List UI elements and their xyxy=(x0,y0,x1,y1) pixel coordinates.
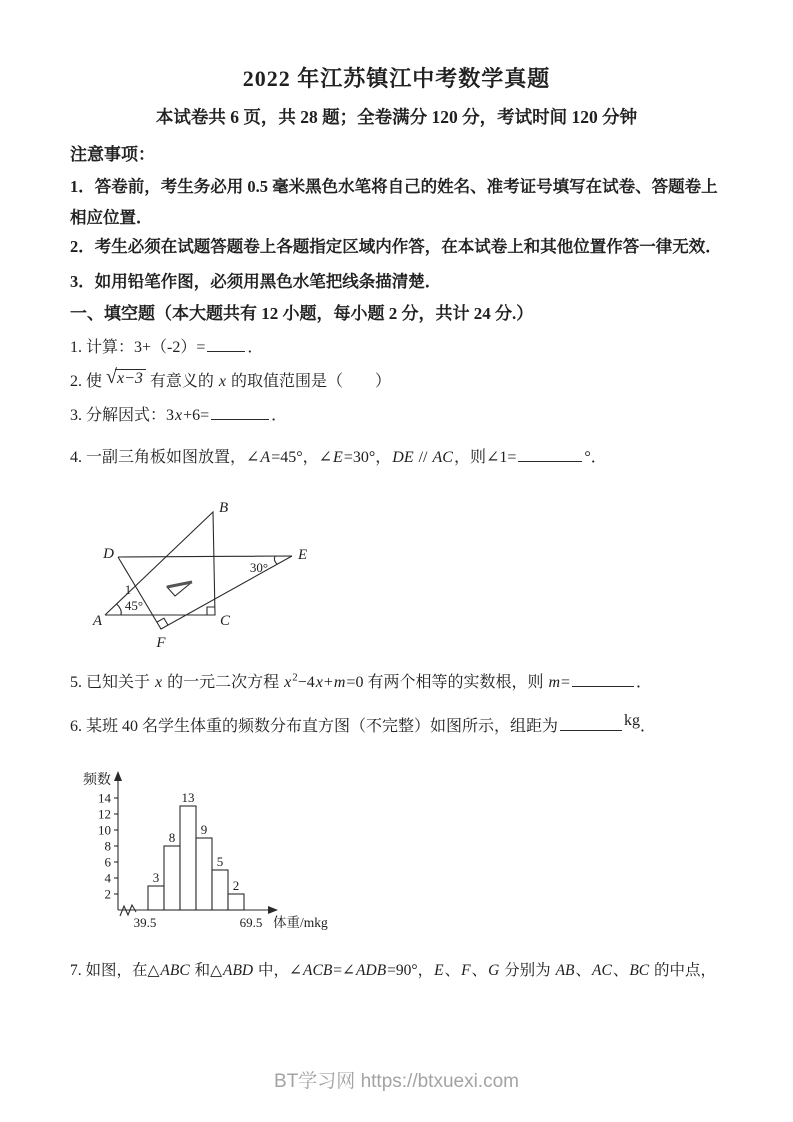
text-run: ． xyxy=(271,407,288,424)
text-run: 和△ xyxy=(190,962,222,979)
math-italic-run: AC xyxy=(432,449,453,466)
vertex-label-f: F xyxy=(156,635,166,651)
text-run: 6. 某班 40 名学生体重的频数分布直方图（不完整）如图所示，组距为 xyxy=(70,718,559,735)
bar-value-label: 9 xyxy=(200,822,208,837)
text-run: 、 xyxy=(471,962,488,979)
math-italic-run: x xyxy=(218,373,227,390)
y-tick-label: 10 xyxy=(98,822,111,838)
raised-unit-label: kg xyxy=(624,712,641,729)
math-italic-run: ABC xyxy=(160,962,190,979)
angle-arc-a xyxy=(117,604,122,615)
text-run: 中，∠ xyxy=(254,962,303,979)
math-italic-run: G xyxy=(488,962,500,979)
math-italic-run: ADB xyxy=(356,962,387,979)
math-italic-run: BC xyxy=(629,962,650,979)
x-axis-title: 体重/mkg xyxy=(273,915,328,930)
answer-blank xyxy=(207,347,245,352)
text-run: 3. 分解因式：3 xyxy=(70,407,175,424)
text-run: 、 xyxy=(444,962,461,979)
histogram-bar xyxy=(212,870,228,910)
page-subtitle: 本试卷共 6 页，共 28 题；全卷满分 120 分，考试时间 120 分钟 xyxy=(155,107,638,127)
text-run: ． xyxy=(247,339,264,356)
text-run: =∠ xyxy=(333,962,356,979)
answer-blank xyxy=(560,726,622,731)
y-tick-group xyxy=(98,791,118,902)
x-tick-last: 69.5 xyxy=(239,915,263,930)
text-run: 1. 计算：3+（-2）= xyxy=(70,339,206,356)
math-italic-run: ACB xyxy=(303,962,333,979)
y-axis-title: 频数 xyxy=(83,773,111,788)
vertex-label-d: D xyxy=(103,546,114,562)
text-run: ． xyxy=(636,674,653,691)
math-italic-run: x xyxy=(315,674,323,691)
angle-label-45: 45° xyxy=(124,598,144,613)
question-1 xyxy=(70,334,263,357)
vertex-label-b: B xyxy=(219,500,229,516)
text-run: +6= xyxy=(183,407,210,424)
math-italic-run: AB xyxy=(555,962,575,979)
radicand: x−3 xyxy=(115,369,146,387)
angle-label-1: 1 xyxy=(124,582,132,597)
notice-item-2: 2．考生必须在试题答题卷上各题指定区域内作答，在本试卷上和其他位置作答一律无效． xyxy=(70,237,722,256)
histogram-bar xyxy=(164,846,180,910)
x-tick-first: 39.5 xyxy=(133,915,157,930)
frequency-histogram xyxy=(75,766,337,938)
triangle-figure-svg xyxy=(80,486,330,656)
question-6 xyxy=(70,712,656,736)
y-axis-arrow xyxy=(114,771,122,781)
answer-blank xyxy=(518,457,582,462)
x-axis-arrow xyxy=(268,906,278,914)
text-run: =30°， xyxy=(343,449,392,466)
text-run: 分别为 xyxy=(500,962,555,979)
y-tick-label: 4 xyxy=(104,870,111,886)
notice-item-1: 1．答卷前，考生务必用 0.5 毫米黑色水笔将自己的姓名、准考证号填写在试卷、答题卷上相应位置． xyxy=(70,177,718,227)
text-run: 、 xyxy=(612,962,629,979)
text-run: 有意义的 xyxy=(145,373,218,390)
sqrt-expression xyxy=(106,366,146,389)
text-run: 的取值范围是（ ） xyxy=(227,373,392,390)
math-italic-run: ABD xyxy=(223,962,254,979)
text-run: 7. 如图，在△ xyxy=(70,962,160,979)
vertex-label-c: C xyxy=(220,613,231,629)
text-run: // xyxy=(414,449,432,466)
question-4 xyxy=(70,444,607,467)
bar-value-label: 8 xyxy=(168,830,176,845)
text-run: + xyxy=(323,674,333,691)
radical-sign: √ xyxy=(106,366,117,388)
math-italic-run: x xyxy=(284,674,292,691)
math-italic-run: x xyxy=(175,407,183,424)
histogram-bar xyxy=(148,886,164,910)
text-run: ． xyxy=(640,718,657,735)
question-2 xyxy=(70,366,391,391)
bar-value-label: 2 xyxy=(232,878,240,893)
text-run: 的中点， xyxy=(650,962,717,979)
histogram-bar xyxy=(180,806,196,910)
histogram-svg xyxy=(75,766,337,938)
section-heading: 一、填空题（本大题共有 12 小题，每小题 2 分，共计 24 分.） xyxy=(70,304,534,323)
notice-item-3: 3．如用铅笔作图，必须用黑色水笔把线条描清楚． xyxy=(70,272,442,291)
text-run: 5. 已知关于 xyxy=(70,674,155,691)
angle-label-30: 30° xyxy=(249,560,269,575)
math-italic-run: E xyxy=(434,962,444,979)
math-italic-run: DE xyxy=(392,449,414,466)
text-run: −4 xyxy=(297,674,315,691)
math-italic-run: m xyxy=(333,674,346,691)
histogram-bar xyxy=(228,894,244,910)
y-tick-label: 12 xyxy=(98,806,111,822)
text-run: 的一元二次方程 xyxy=(163,674,284,691)
y-tick-label: 6 xyxy=(104,854,111,870)
vertex-label-e: E xyxy=(298,547,308,563)
text-run: °． xyxy=(584,449,607,466)
superscript: 2 xyxy=(292,671,298,684)
text-run: 、 xyxy=(575,962,592,979)
math-italic-run: E xyxy=(333,449,343,466)
bars-group xyxy=(148,790,244,910)
math-italic-run: x xyxy=(155,674,163,691)
angle-arc-e xyxy=(274,556,277,564)
right-angle-mark-c xyxy=(207,607,215,615)
bar-value-label: 13 xyxy=(181,790,195,805)
y-tick-label: 14 xyxy=(98,790,111,806)
text-run: ，则∠1= xyxy=(453,449,517,466)
y-tick-label: 8 xyxy=(104,838,111,854)
text-run: 4. 一副三角板如图放置，∠ xyxy=(70,449,260,466)
question-5 xyxy=(70,669,652,692)
answer-blank xyxy=(211,415,269,420)
triangle-figure xyxy=(80,486,330,656)
histogram-bar xyxy=(196,838,212,910)
text-run: =90°， xyxy=(387,962,434,979)
math-italic-run: AC xyxy=(592,962,612,979)
math-italic-run: m xyxy=(548,674,561,691)
y-tick-label: 2 xyxy=(104,886,111,902)
text-run: =45°，∠ xyxy=(271,449,333,466)
text-run: =0 有两个相等的实数根，则 xyxy=(346,674,548,691)
math-italic-run: A xyxy=(260,449,271,466)
bar-value-label: 5 xyxy=(216,854,224,869)
text-run: = xyxy=(561,674,571,691)
vertex-label-a: A xyxy=(92,613,102,629)
answer-blank xyxy=(572,682,634,687)
question-7 xyxy=(70,958,716,980)
notice-heading: 注意事项： xyxy=(70,145,155,164)
watermark-footer: BT学习网 https://btxuexi.com xyxy=(274,1071,519,1092)
question-3 xyxy=(70,402,287,425)
bar-value-label: 3 xyxy=(152,870,160,885)
text-run: 2. 使 xyxy=(70,373,107,390)
math-italic-run: F xyxy=(461,962,471,979)
page-title: 2022 年江苏镇江中考数学真题 xyxy=(242,66,551,91)
